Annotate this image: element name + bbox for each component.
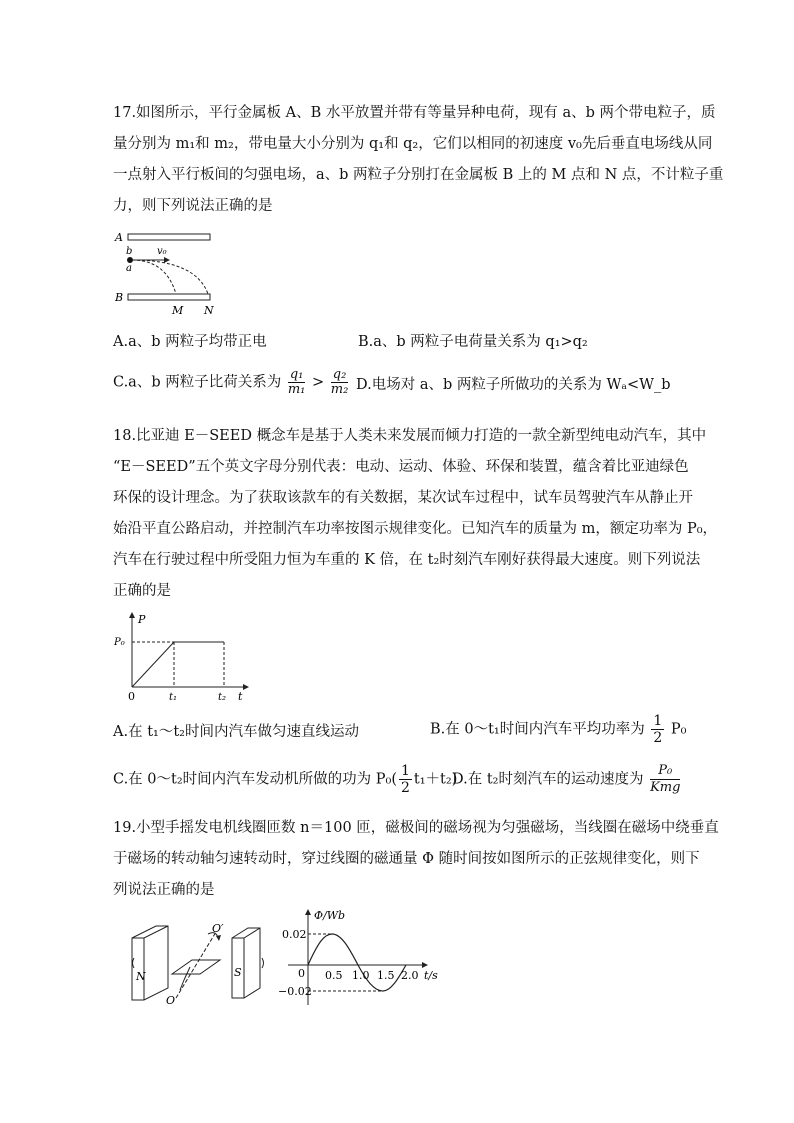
flux-ylabel: Φ/Wb	[314, 909, 346, 922]
flux-x4: 2.0	[401, 969, 419, 982]
q17-option-c	[113, 368, 350, 397]
q17-option-b: B.a、b 两粒子电荷量关系为 q₁>q₂	[358, 334, 588, 350]
q18-option-b: B.在 0～t₁时间内汽车平均功率为 $\frac{1}{2}$ P₀	[430, 713, 687, 746]
label-particle-b: b	[126, 246, 133, 257]
q17-line: 量分别为 m₁和 m₂，带电量大小分别为 q₁和 q₂，它们以相同的初速度 v₀先后垂直电场线从同	[113, 136, 713, 152]
coil	[172, 960, 220, 974]
label-plate-a: A	[115, 231, 123, 244]
axis-o: O	[166, 994, 176, 1007]
q17-gt: >	[312, 374, 325, 391]
trajectory-m	[132, 260, 176, 294]
q18-line: 汽车在行驶过程中所受阻力恒为车重的 K 倍，在 t₂时刻汽车刚好获得最大速度。则下列说法	[113, 552, 701, 568]
flux-xlabel: t/s	[424, 969, 438, 982]
flux-origin: 0	[298, 967, 305, 980]
q18-option-a: A.在 t₁～t₂时间内汽车做匀速直线运动	[113, 724, 359, 740]
q17-fraction-q2m2: $\frac{\text{q₂}}{\text{m₂}}$	[330, 367, 349, 397]
plate-a	[128, 234, 210, 240]
axis-o-prime: O′	[212, 922, 224, 935]
graph-p0: P₀	[114, 637, 125, 648]
q18-line: “E－SEED”五个英文字母分别代表：电动、运动、体验、环保和装置，蕴含着比亚迪绿色	[113, 459, 689, 475]
pole-n: N	[136, 970, 146, 983]
q17-plates-figure	[112, 228, 222, 318]
q19-flux-graph	[278, 905, 454, 1010]
q17-line: 一点射入平行板间的匀强电场，a、b 两粒子分别打在金属板 B 上的 M 点和 N 点，不计粒子重	[113, 167, 724, 183]
q18-fraction-p0-kmg: $\frac{\text{P₀}}{\text{Kmg}}$	[650, 763, 681, 795]
label-v0: v₀	[157, 246, 167, 257]
flux-x1: 0.5	[325, 969, 343, 982]
q19-generator-figure	[128, 918, 276, 1008]
label-m: M	[172, 304, 184, 317]
q17-option-c-text: C.a、b 两粒子比荷关系为	[113, 374, 282, 391]
label-plate-b: B	[115, 291, 124, 304]
q18-line: 始沿平直公路启动，并控制汽车功率按图示规律变化。已知汽车的质量为 m，额定功率为 P₀，	[113, 521, 718, 537]
q17-option-a: A.a、b 两粒子均带正电	[113, 334, 267, 350]
q18-fraction-half: $\frac{1}{2}$	[653, 713, 663, 746]
flux-x3: 1.5	[377, 969, 395, 982]
plate-b	[128, 294, 210, 300]
q17-line: 17.如图所示，平行金属板 A、B 水平放置并带有等量异种电荷，现有 a、b 两个带电粒子，质	[113, 105, 716, 121]
q18-power-graph	[112, 610, 252, 705]
graph-origin: 0	[128, 690, 135, 703]
trajectory-n	[132, 260, 208, 294]
q17-line: 力，则下列说法正确的是	[113, 198, 273, 214]
flux-ybot: −0.02	[278, 985, 312, 998]
q18-line: 18.比亚迪 E－SEED 概念车是基于人类未来发展而倾力打造的一款全新型纯电动汽车，其中	[113, 428, 707, 444]
label-particle-a: a	[126, 263, 132, 274]
q18-line: 正确的是	[113, 583, 171, 599]
q17-fraction-q1m1: $\frac{\text{q₁}}{\text{m₁}}$	[287, 367, 306, 397]
flux-curve	[308, 934, 406, 991]
flux-x2: 1.0	[352, 969, 370, 982]
q18-line: 环保的设计理念。为了获取该款车的有关数据，某次试车过程中，试车员驾驶汽车从静止开	[113, 490, 693, 506]
graph-t1: t₁	[169, 692, 178, 703]
graph-t2: t₂	[218, 692, 227, 703]
label-n: N	[204, 304, 214, 317]
pole-s: S	[234, 966, 242, 979]
q18-option-d: D.在 t₂时刻汽车的运动速度为 $\frac{\text{P₀}}{\text{Kmg}}$	[452, 763, 681, 795]
flux-ytop: 0.02	[282, 928, 307, 941]
q19-line: 于磁场的转动轴匀速转动时，穿过线圈的磁通量 Φ 随时间按如图所示的正弦规律变化，则下	[113, 851, 700, 867]
power-ramp	[132, 642, 174, 687]
q18-option-c: C.在 0～t₂时间内汽车发动机所做的功为 P₀( $\frac{1}{2}$ t₁＋t₂)	[113, 763, 458, 796]
q19-line: 19.小型手摇发电机线圈匝数 n＝100 匝，磁极间的磁场视为匀强磁场，当线圈在磁场中绕垂直	[113, 820, 719, 836]
q19-line: 列说法正确的是	[113, 882, 215, 898]
graph-xlabel: t	[238, 690, 243, 703]
q17-option-d: D.电场对 a、b 两粒子所做功的关系为 Wₐ<W_b	[356, 377, 671, 393]
q18-fraction-half: $\frac{1}{2}$	[401, 763, 410, 796]
graph-ylabel: P	[138, 613, 146, 626]
